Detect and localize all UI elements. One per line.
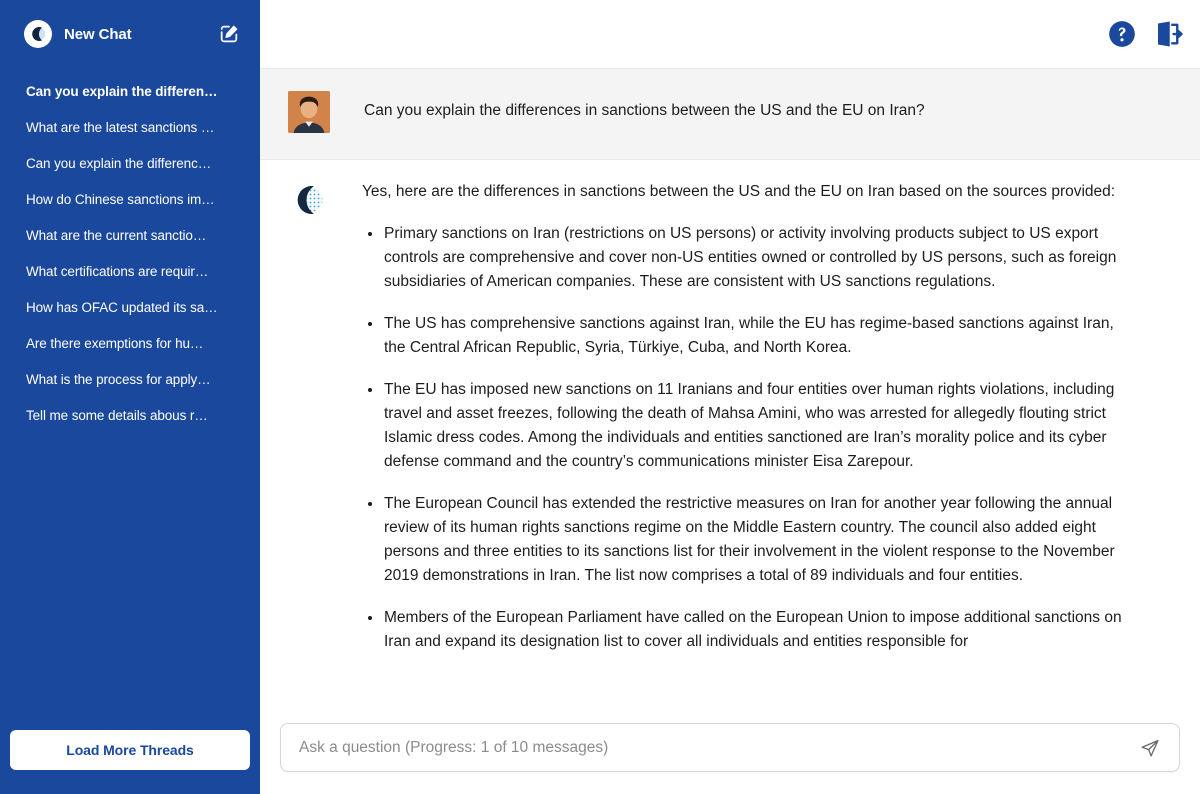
load-more-threads-button[interactable]: Load More Threads: [10, 730, 250, 770]
sidebar-footer: [0, 730, 260, 794]
bot-message-body: [362, 180, 1130, 672]
send-paper-plane-icon[interactable]: [1137, 735, 1163, 761]
bot-bullet-2: The US has comprehensive sanctions against Iran, while the EU has regime-based sanctions against Iran, the Central African Republic, Syria, Türkiye, Cuba, and North Korea.: [384, 312, 1130, 360]
bot-bullet-5: Members of the European Parliament have called on the European Union to impose additional sanctions on Iran and expand its designation list to cover all individuals and entities responsible for: [384, 606, 1130, 654]
main-panel: [260, 0, 1200, 794]
conversation-scroll[interactable]: [260, 69, 1200, 794]
bot-bullet-1: Primary sanctions on Iran (restrictions on US persons) or activity involving products subject to US export controls are comprehensive and cover non-US entities owned or controlled by US persons, such as foreign subsidiaries of American companies. These are consistent with US sanctions regulations.: [384, 222, 1130, 294]
bot-bullet-list: [362, 222, 1130, 654]
thread-list: [0, 68, 260, 730]
moon-bot-avatar-icon: [288, 180, 328, 220]
sidebar-item-thread-9[interactable]: What is the process for apply…: [26, 372, 211, 387]
user-message-text: Can you explain the differences in sanctions between the US and the EU on Iran?: [364, 102, 925, 119]
topbar: [260, 0, 1200, 69]
bot-bullet-4: The European Council has extended the restrictive measures on Iran for another year following the annual review of its human rights sanctions regime on the Middle Eastern country. The council also added eight persons and three entities to its sanctions list for their involvement in the violent response to the November 2019 demonstrations in Iran. The list now comprises a total of 89 individuals and four entities.: [384, 492, 1130, 588]
sidebar-item-thread-4[interactable]: How do Chinese sanctions im…: [26, 192, 215, 207]
user-avatar-photo: [288, 91, 330, 133]
sidebar-item-thread-2[interactable]: What are the latest sanctions …: [26, 120, 215, 135]
sidebar-item-thread-7[interactable]: How has OFAC updated its sa…: [26, 300, 218, 315]
sidebar-item-thread-10[interactable]: Tell me some details abous r…: [26, 408, 208, 423]
help-circle-icon[interactable]: [1106, 18, 1138, 50]
composer-area: [260, 715, 1200, 794]
sidebar-item-thread-3[interactable]: Can you explain the differenc…: [26, 156, 212, 171]
question-input[interactable]: [297, 738, 1137, 758]
compose-edit-icon[interactable]: [216, 21, 242, 47]
sidebar-item-thread-1[interactable]: Can you explain the differen…: [26, 84, 218, 99]
user-message-row: [260, 69, 1200, 160]
sidebar: [0, 0, 260, 794]
sidebar-brand-label: New Chat: [64, 25, 132, 43]
sidebar-item-thread-8[interactable]: Are there exemptions for hu…: [26, 336, 204, 351]
composer-box[interactable]: [280, 723, 1180, 772]
logout-door-icon[interactable]: [1152, 18, 1184, 50]
bot-bullet-3: The EU has imposed new sanctions on 11 Iranians and four entities over human rights violations, including travel and asset freezes, following the death of Mahsa Amini, who was arrested for allegedly flouting strict Islamic dress codes. Among the individuals and entities sanctioned are Iran’s morality police and its cyber defense command and the country’s communications minister Eisa Zarepour.: [384, 378, 1130, 474]
bot-message-row: [260, 160, 1200, 694]
moon-logo-icon: [24, 20, 52, 48]
sidebar-item-thread-5[interactable]: What are the current sanctio…: [26, 228, 207, 243]
sidebar-item-thread-6[interactable]: What certifications are requir…: [26, 264, 209, 279]
sidebar-header: [0, 0, 260, 68]
bot-intro-paragraph: Yes, here are the differences in sanctions between the US and the EU on Iran based on the sources provided:: [362, 183, 1116, 200]
